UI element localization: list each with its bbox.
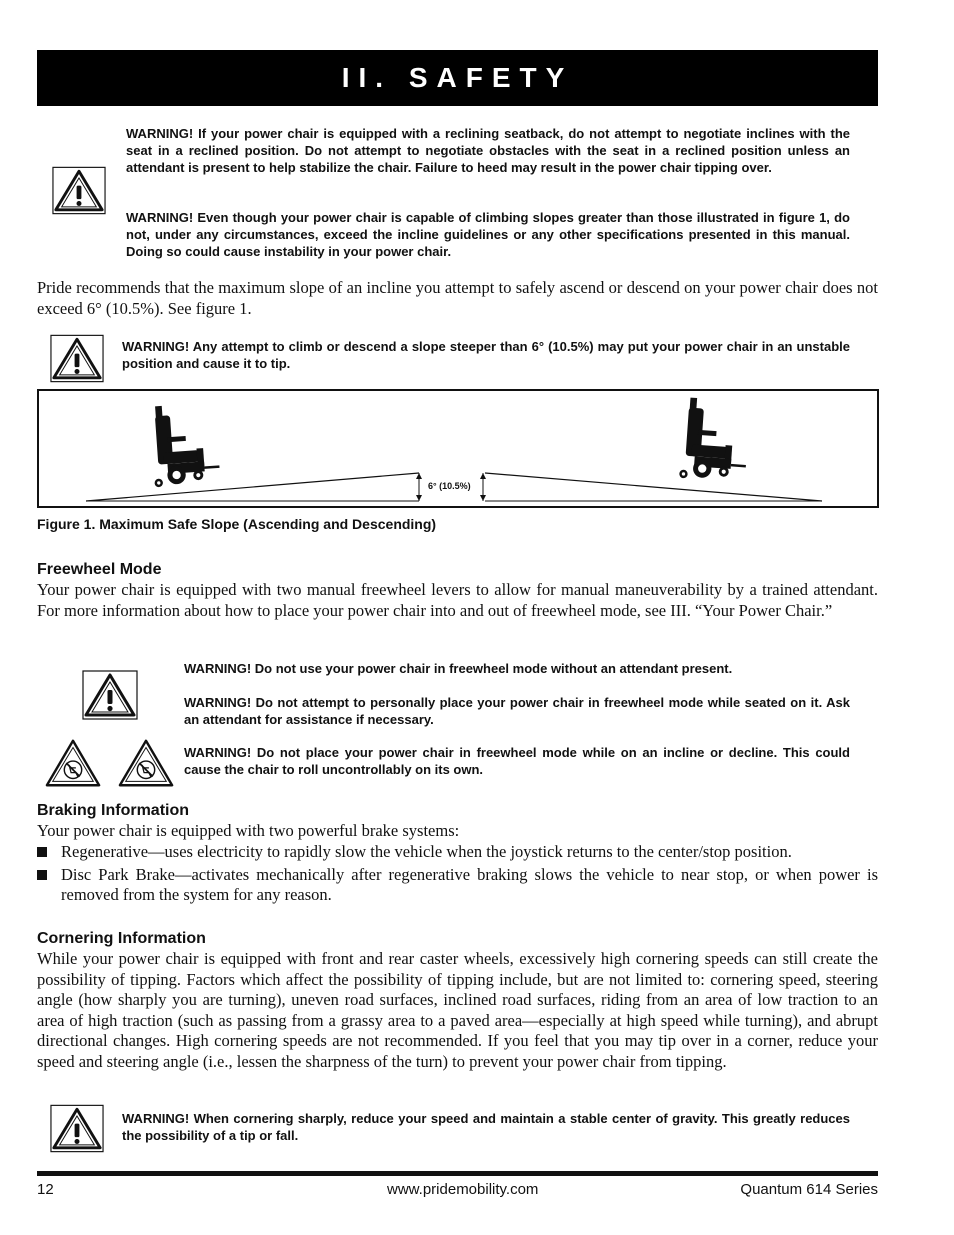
footer-website: www.pridemobility.com: [387, 1181, 539, 1198]
intro-paragraph: Pride recommends that the maximum slope of an incline you attempt to safely ascend or descend on your power chair does not exceed 6° (10.5%). See figure 1.: [37, 278, 878, 318]
list-item: Disc Park Brake—activates mechanically after regenerative braking slows the vehicle to near stop, or when power is removed from the system for any reason.: [37, 865, 878, 906]
cornering-text: While your power chair is equipped with front and rear caster wheels, excessively high cornering speeds can still create the possibility of tipping. Factors which affect the possibility of tipping include, but are not limited to: cornering speed, steering angle (how sharply you are turning), uneven road surfaces, inclined road surfaces, riding from an area of low traction to an area of high traction (such as passing from a grassy area to a paved area—especially at high speed while turning), and abrupt directional changes. High cornering speeds are not recommended. If you feel that you may tip over in a corner, reduce your speed and steering angle (i.e., lessen the sharpness of the turn) to prevent your power chair from tipping.: [37, 949, 878, 1071]
footer-series: Quantum 614 Series: [740, 1181, 878, 1198]
no-freewheel-decline-icon: [117, 737, 175, 789]
warning-icon: [82, 670, 138, 720]
figure-caption: Figure 1. Maximum Safe Slope (Ascending and Descending): [37, 516, 437, 532]
bullet-icon: [37, 870, 47, 880]
warning-slope: WARNING! Any attempt to climb or descend a slope steeper than 6° (10.5%) may put your power chair in an unstable position and cause it to tip.: [122, 339, 850, 371]
slope-label: 6° (10.5%): [428, 481, 471, 491]
bullet-icon: [37, 847, 47, 857]
warning-freewheel-seated: WARNING! Do not attempt to personally place your power chair in freewheel mode while seated on it. Ask an attendant for assistance if necessary.: [184, 695, 850, 727]
cornering-heading: Cornering Information: [37, 930, 206, 947]
warning-freewheel-incline: WARNING! Do not place your power chair in freewheel mode while on an incline or decline. This could cause the chair to roll uncontrollably on its own.: [184, 745, 850, 777]
braking-intro: Your power chair is equipped with two powerful brake systems:: [37, 821, 460, 840]
page-number: 12: [37, 1181, 54, 1198]
warning-icon: [50, 1104, 104, 1153]
freewheel-text: Your power chair is equipped with two manual freewheel levers to allow for manual maneuverability by a trained attendant. For more information about how to place your power chair into and out of freewheel mode, see III. “Your Power Chair.”: [37, 580, 878, 620]
list-item: Regenerative—uses electricity to rapidly slow the vehicle when the joystick returns to the center/stop position.: [37, 842, 878, 865]
warning-icon: [50, 334, 104, 383]
no-freewheel-incline-icon: [44, 737, 102, 789]
braking-list: [37, 842, 878, 906]
warning-specs: WARNING! Even though your power chair is capable of climbing slopes greater than those illustrated in figure 1, do not, under any circumstances, exceed the incline guidelines or any other specifications presented in this manual. Doing so could cause instability in your power chair.: [126, 210, 850, 259]
warning-cornering: WARNING! When cornering sharply, reduce your speed and maintain a stable center of gravity. This greatly reduces the possibility of a tip or fall.: [122, 1111, 850, 1143]
footer-rule: [37, 1171, 878, 1176]
freewheel-heading: Freewheel Mode: [37, 561, 162, 578]
warning-recline: WARNING! If your power chair is equipped with a reclining seatback, do not attempt to negotiate inclines with the seat in a reclined position. Do not attempt to negotiate obstacles with the seat in a reclined position unless an attendant is present to help stabilize the chair. Failure to heed may result in the power chair tipping over.: [126, 126, 850, 175]
warning-freewheel-attendant: WARNING! Do not use your power chair in freewheel mode without an attendant present.: [184, 661, 733, 676]
warning-icon: [52, 166, 106, 215]
section-title: II. SAFETY: [341, 62, 574, 93]
section-banner: [37, 50, 878, 106]
braking-heading: Braking Information: [37, 802, 190, 819]
figure-slope: [37, 389, 879, 508]
